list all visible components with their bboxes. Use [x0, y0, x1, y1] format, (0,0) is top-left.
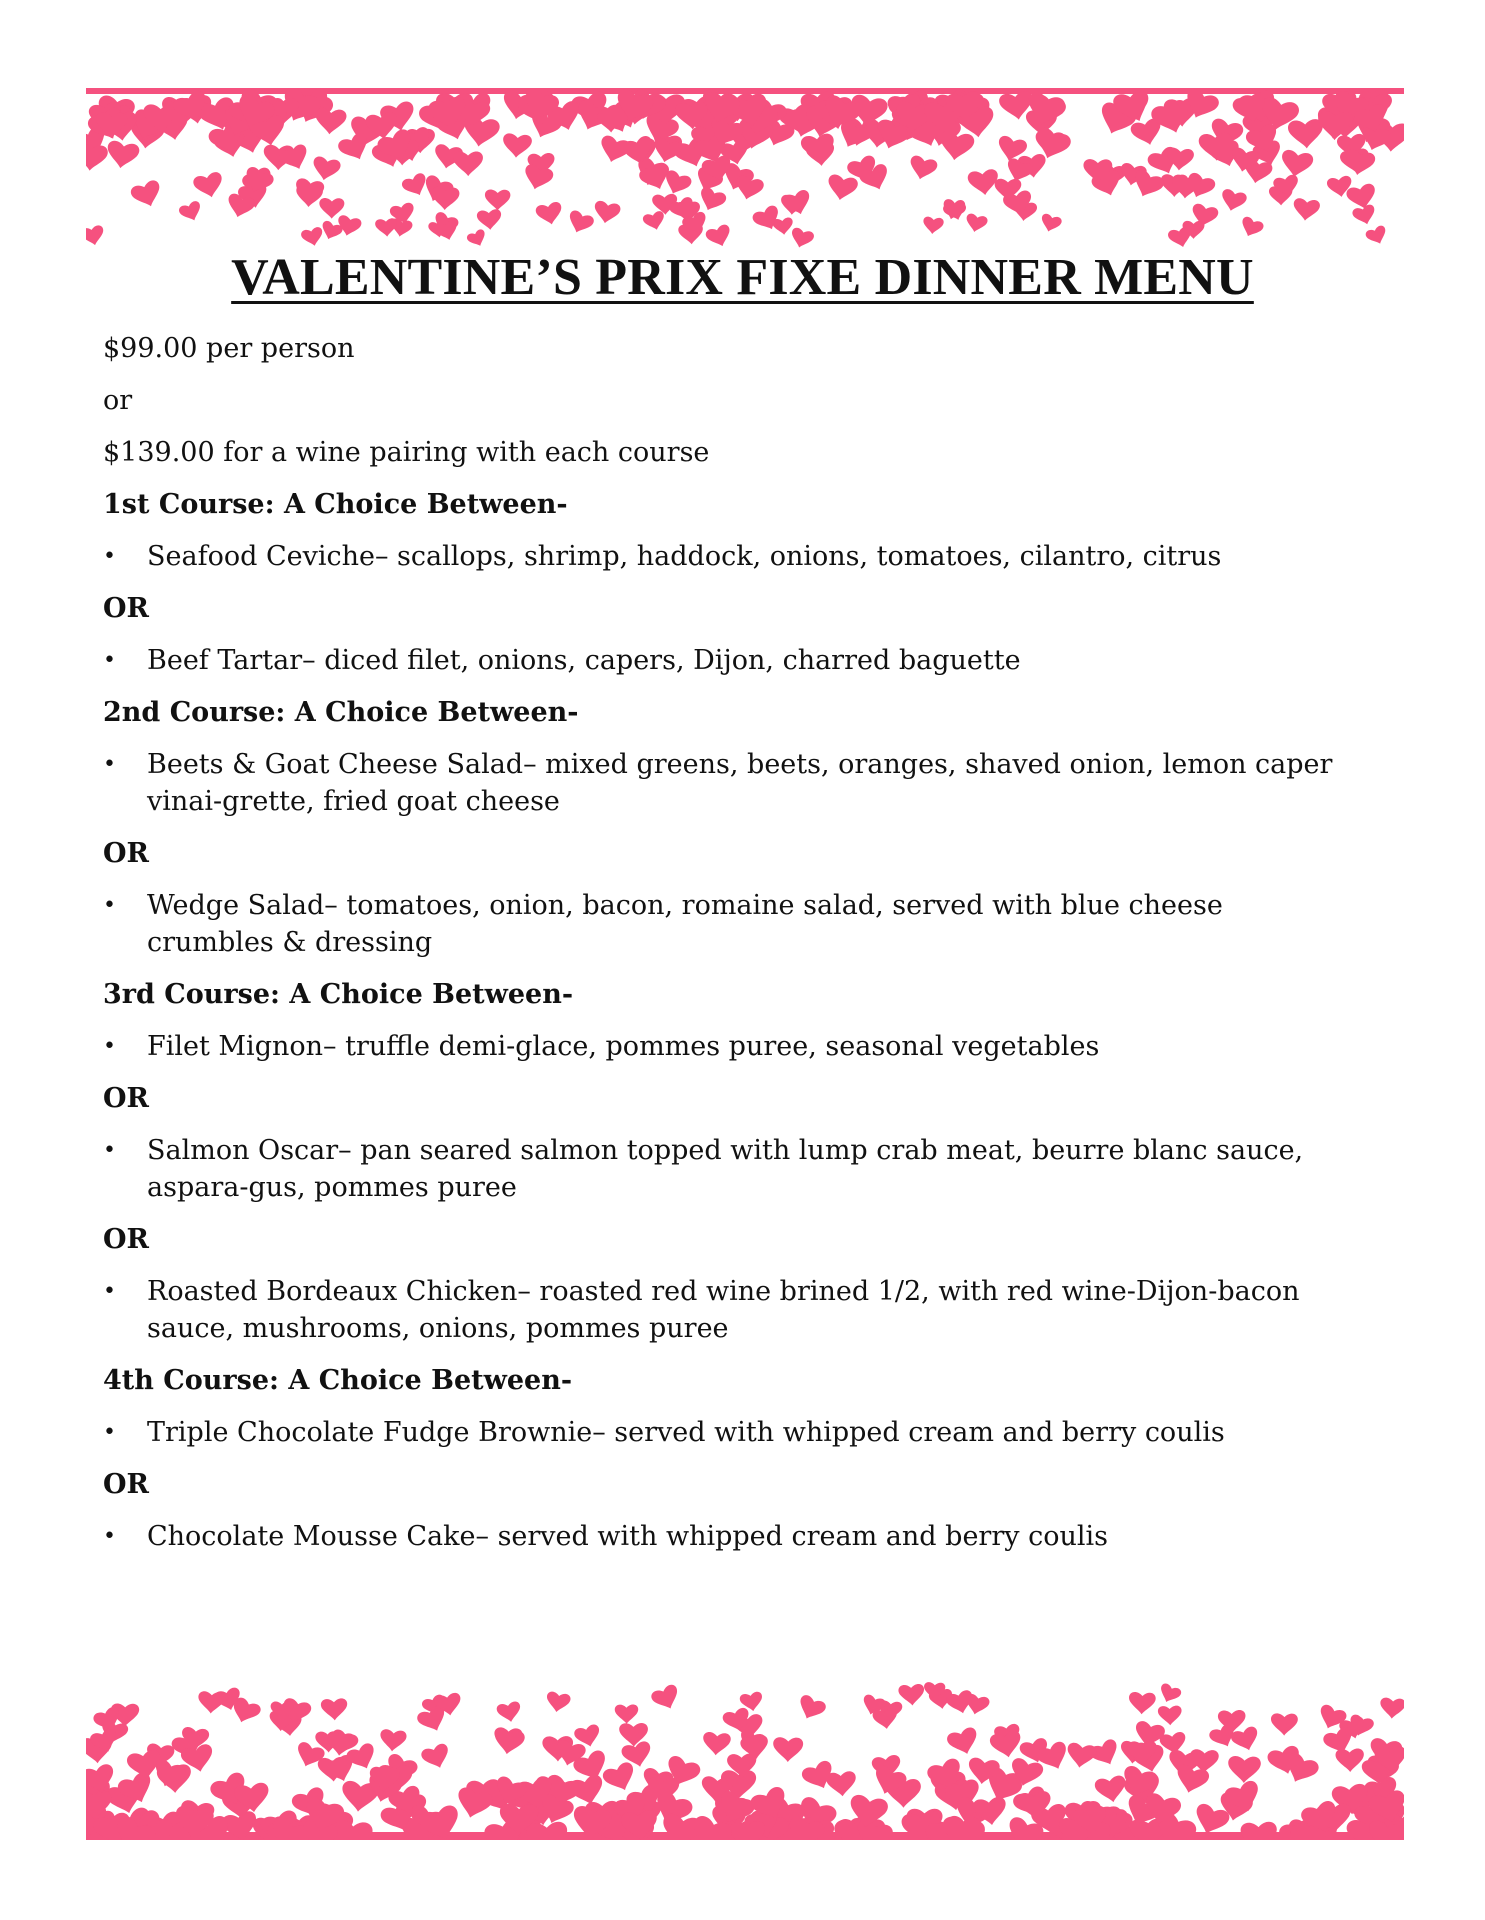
price-or: or — [103, 385, 133, 416]
bullet-icon: • — [103, 1279, 116, 1304]
hearts-banner-icon — [86, 1672, 1404, 1840]
menu-item-text: Filet Mignon– truffle demi-glace, pommes puree, seasonal vegetables — [147, 1031, 1100, 1062]
menu-item-text: Salmon Oscar– pan seared salmon topped with lump crab meat, beurre blanc sauce, aspara-gus, pommes puree — [147, 1135, 1304, 1203]
menu-item-text: Beets & Goat Cheese Salad– mixed greens, beets, oranges, shaved onion, lemon caper vinai-grette, fried goat cheese — [147, 749, 1333, 817]
menu-item-text: Triple Chocolate Fudge Brownie– served with whipped cream and berry coulis — [147, 1417, 1225, 1448]
menu-item-text: Seafood Ceviche– scallops, shrimp, haddock, onions, tomatoes, cilantro, citrus — [147, 541, 1222, 572]
menu-item — [103, 1414, 1343, 1451]
or-divider: OR — [103, 1469, 149, 1500]
course-list — [103, 486, 1343, 1555]
menu-item — [103, 1273, 1343, 1347]
bullet-icon: • — [103, 752, 116, 777]
course-heading: 1st Course: A Choice Between- — [103, 489, 568, 520]
bullet-icon: • — [103, 893, 116, 918]
bullet-icon: • — [103, 544, 116, 569]
hearts-banner-icon — [86, 88, 1404, 248]
menu-item — [103, 1028, 1343, 1065]
bottom-hearts-banner — [86, 1672, 1404, 1840]
menu-item-text: Chocolate Mousse Cake– served with whipped cream and berry coulis — [147, 1521, 1108, 1552]
menu-title: VALENTINE’S PRIX FIXE DINNER MENU — [231, 249, 1254, 306]
bullet-icon: • — [103, 648, 116, 673]
menu-item — [103, 1518, 1343, 1555]
menu-item — [103, 746, 1343, 820]
menu-item-text: Wedge Salad– tomatoes, onion, bacon, romaine salad, served with blue cheese crumbles & dressing — [147, 890, 1223, 958]
top-hearts-banner — [86, 88, 1404, 248]
bullet-icon: • — [103, 1524, 116, 1549]
course-heading: 4th Course: A Choice Between- — [103, 1365, 573, 1396]
course-heading: 2nd Course: A Choice Between- — [103, 697, 579, 728]
bullet-icon: • — [103, 1034, 116, 1059]
or-divider: OR — [103, 838, 149, 869]
bullet-icon: • — [103, 1420, 116, 1445]
menu-content — [103, 330, 1343, 1570]
price-wine-pairing: $139.00 for a wine pairing with each course — [103, 437, 710, 468]
or-divider: OR — [103, 593, 149, 624]
bullet-icon: • — [103, 1138, 116, 1163]
menu-item — [103, 1132, 1343, 1206]
menu-item — [103, 887, 1343, 961]
menu-item-text: Roasted Bordeaux Chicken– roasted red wine brined 1/2, with red wine-Dijon-bacon sauce, mushrooms, onions, pommes puree — [147, 1276, 1300, 1344]
or-divider: OR — [103, 1224, 149, 1255]
or-divider: OR — [103, 1083, 149, 1114]
course-heading: 3rd Course: A Choice Between- — [103, 979, 574, 1010]
menu-item — [103, 538, 1343, 575]
menu-item-text: Beef Tartar– diced filet, onions, capers, Dijon, charred baguette — [147, 645, 1021, 676]
menu-item — [103, 642, 1343, 679]
price-per-person: $99.00 per person — [103, 333, 355, 364]
